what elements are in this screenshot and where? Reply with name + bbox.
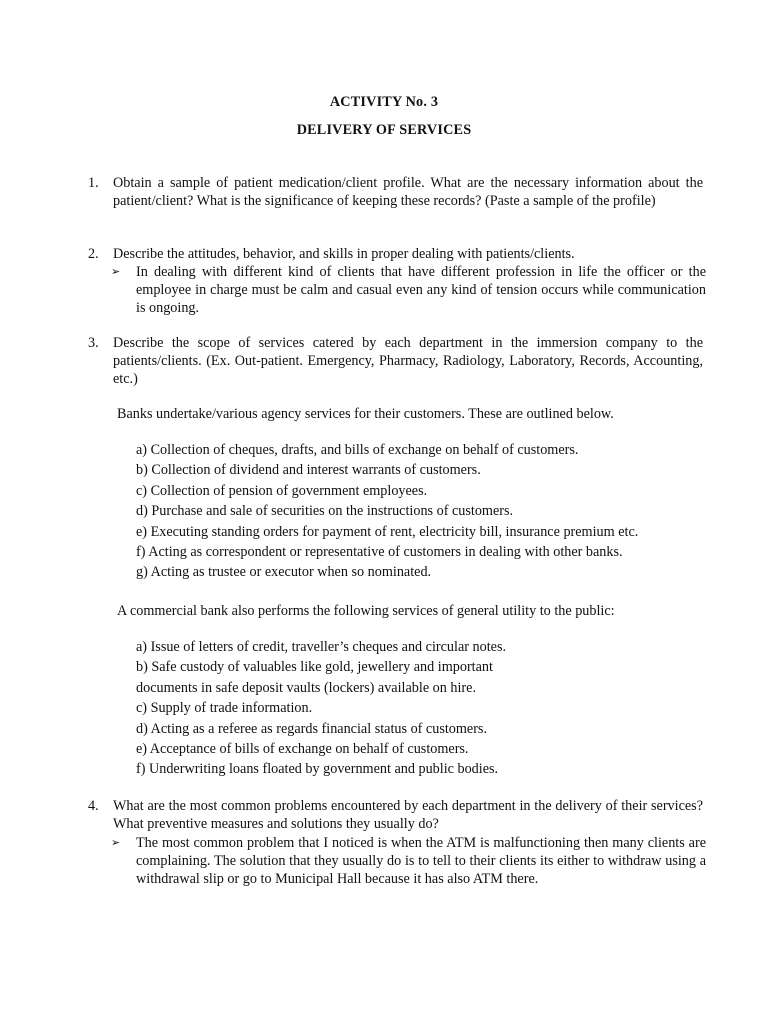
list-item: g) Acting as trustee or executor when so nominated. — [136, 564, 432, 581]
list-item: documents in safe deposit vaults (lockers) available on hire. — [136, 679, 477, 696]
answer-text: The most common problem that I noticed is when the ATM is malfunctioning then many clients are complaining. The solution that they usually do is to tell to their clients its either to withdraw using a withdrawal slip or go to Municipal Hall because it has also ATM there. — [136, 835, 706, 887]
list-item: c) Supply of trade information. — [136, 700, 313, 717]
list-item: d) Purchase and sale of securities on the instructions of customers. — [136, 503, 514, 520]
list-item: b) Collection of dividend and interest warrants of customers. — [136, 462, 481, 479]
utility-services-list — [136, 638, 716, 781]
list-item: e) Acceptance of bills of exchange on behalf of customers. — [136, 740, 469, 757]
list-item: b) Safe custody of valuables like gold, jewellery and important — [136, 659, 493, 676]
list-item: e) Executing standing orders for payment of rent, electricity bill, insurance premium etc. — [136, 523, 639, 540]
document-subtitle: DELIVERY OF SERVICES — [296, 122, 472, 138]
document-title: ACTIVITY No. 3 — [329, 94, 439, 110]
utility-services-intro: A commercial bank also performs the following services of general utility to the public: — [117, 603, 615, 619]
list-item: f) Underwriting loans floated by government and public bodies. — [136, 761, 499, 778]
list-item: d) Acting as a referee as regards financial status of customers. — [136, 720, 488, 737]
question-number: 2. — [88, 246, 99, 262]
agency-services-list — [136, 441, 716, 584]
question-text: What are the most common problems encountered by each department in the delivery of their services? What preventive measures and solutions they usually do? — [113, 798, 703, 832]
list-item: a) Collection of cheques, drafts, and bills of exchange on behalf of customers. — [136, 442, 579, 458]
question-number: 4. — [88, 798, 99, 814]
question-number: 3. — [88, 335, 99, 351]
question-text: Describe the scope of services catered by each department in the immersion company to the patients/clients. (Ex. Out-patient. Emergency, Pharmacy, Radiology, Laboratory, Records, Accounting, etc.) — [113, 335, 703, 387]
question-text: Describe the attitudes, behavior, and skills in proper dealing with patients/clients. — [113, 246, 575, 262]
arrow-bullet-icon: ➢ — [111, 836, 121, 849]
answer-text: In dealing with different kind of clients that have different profession in life the officer or the employee in charge must be calm and casual even any kind of tension occurs while communication is ongoing. — [136, 264, 706, 316]
list-item: f) Acting as correspondent or representative of customers in dealing with other banks. — [136, 543, 623, 560]
list-item: c) Collection of pension of government employees. — [136, 482, 428, 499]
arrow-bullet-icon: ➢ — [111, 265, 121, 278]
list-item: a) Issue of letters of credit, traveller’s cheques and circular notes. — [136, 639, 507, 655]
question-number: 1. — [88, 175, 99, 191]
question-text: Obtain a sample of patient medication/client profile. What are the necessary information about the patient/client? What is the significance of keeping these records? (Paste a sample of the profile) — [113, 175, 703, 209]
agency-services-intro: Banks undertake/various agency services for their customers. These are outlined below. — [117, 406, 614, 422]
